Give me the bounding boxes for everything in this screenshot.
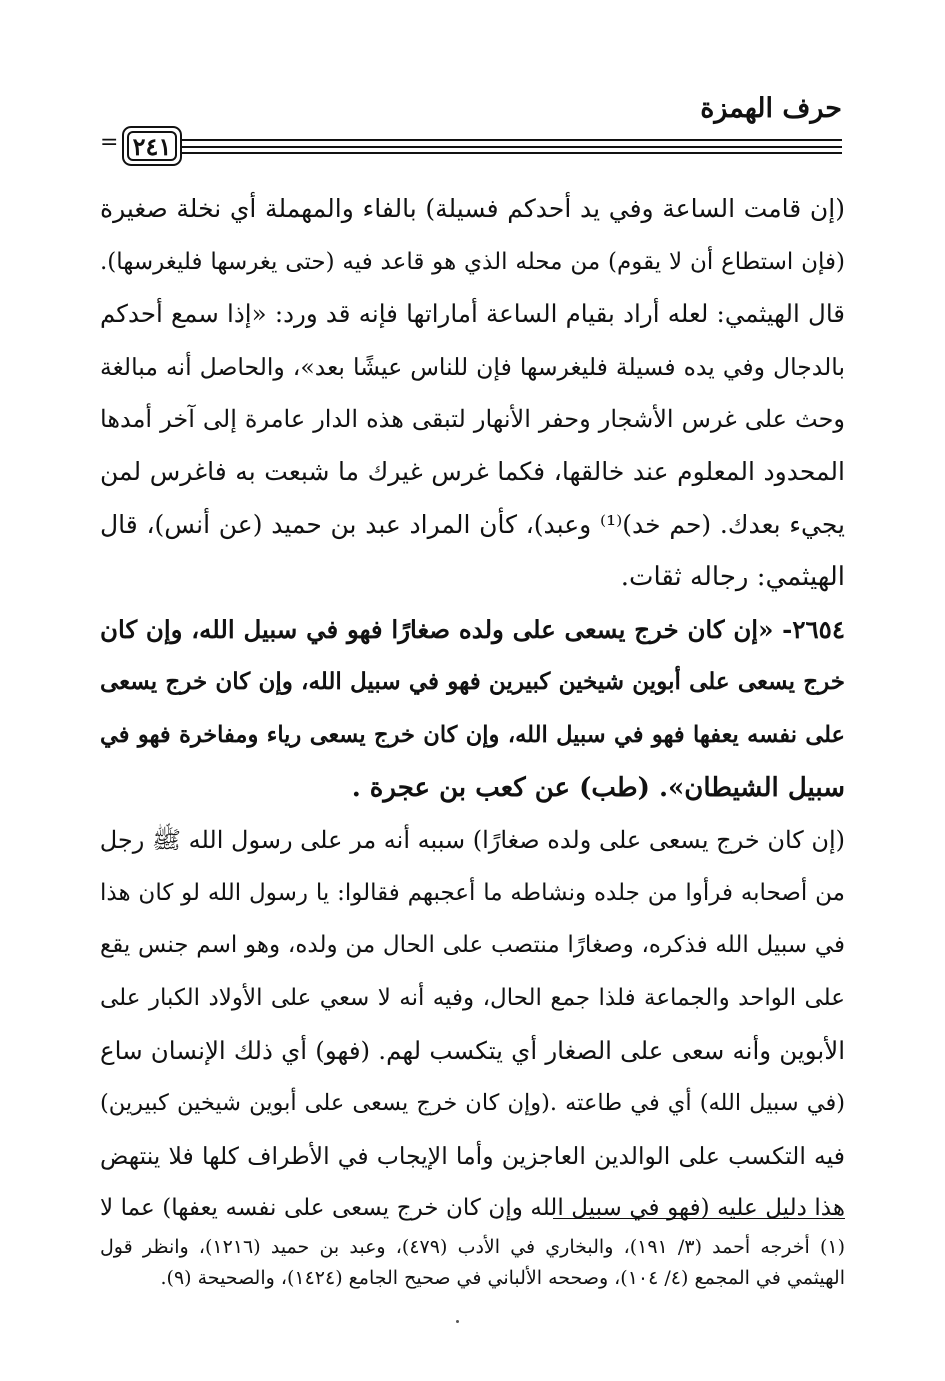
page-number-frame	[122, 126, 182, 166]
text-line: في سبيل الله فذكره، وصغارًا منتصب على الحال من ولده، وهو اسم جنس يقع	[100, 932, 845, 959]
hadith-line: على نفسه يعفها فهو في سبيل الله، وإن كان خرج يسعى رياء ومفاخرة فهو في	[100, 721, 845, 748]
text-line: هذا دليل عليه (فهو في سبيل الله وإن كان خرج يسعى على نفسه يعفها) عما لا	[100, 1195, 845, 1222]
footnotes	[100, 1232, 845, 1294]
text-line: قال الهيثمي: لعله أراد بقيام الساعة أماراتها فإنه قد ورد: «إذا سمع أحدكم	[100, 299, 845, 329]
hadith-line: ٢٦٥٤- «إن كان خرج يسعى على ولده صغارًا فهو في سبيل الله، وإن كان	[100, 614, 845, 644]
main-text	[100, 183, 845, 1235]
text-line: يجيء بعدك. (حم خد)⁽¹⁾ وعبد)، كأن المراد عبد بن حميد (عن أنس)، قال	[100, 509, 845, 539]
text-line: فيه التكسب على الوالدين العاجزين وأما الإيجاب في الأطراف كلها فلا ينتهض	[100, 1141, 845, 1170]
text-line: (فإن استطاع أن لا يقوم) من محله الذي هو قاعد فيه (حتى يغرسها فليغرسها).	[100, 248, 845, 275]
page-number: ٢٤١	[132, 132, 172, 161]
hadith-line: سبيل الشيطان». (طب) عن كعب بن عجرة .	[351, 772, 845, 803]
text-line: وحث على غرس الأشجار وحفر الأنهار لتبقى هذه الدار عامرة إلى آخر أمدها	[100, 405, 845, 434]
header-rule	[180, 139, 842, 141]
text-line: على الواحد والجماعة فلذا جمع الحال، وفيه أنه لا سعي على الأولاد الكبار على	[100, 984, 845, 1011]
footnote-separator	[553, 1218, 845, 1219]
header-rule	[180, 152, 842, 154]
text-line: (في سبيل الله) أي في طاعته .(وإن كان خرج يسعى على أبوين شيخين كبيرين)	[100, 1090, 845, 1117]
print-speck	[456, 1320, 459, 1323]
text-line: الأبوين وأنه سعى على الصغار أي يتكسب لهم. (فهو) أي ذلك الإنسان ساع	[100, 1035, 845, 1065]
text-line: من أصحابه فرأوا من جلده ونشاطه ما أعجبهم فقالوا: يا رسول الله لو كان هذا	[100, 879, 845, 906]
header-rule	[180, 146, 842, 148]
footnote-line: (١) أخرجه أحمد (٣/ ١٩١)، والبخاري في الأدب (٤٧٩)، وعبد بن حميد (١٢١٦)، وانظر قول	[100, 1236, 845, 1258]
text-line: المحدود المعلوم عند خالقها، فكما غرس غيرك ما شبعت به فاغرس لمن	[100, 456, 845, 486]
footnote-line: الهيثمي في المجمع (٤/ ١٠٤)، وصححه الألباني في صحيح الجامع (١٤٢٤)، والصحيحة (٩).	[160, 1267, 845, 1289]
text-line: (إن كان خرج يسعى على ولده صغارًا) سببه أنه مر على رسول الله ﷺ رجل	[100, 826, 845, 855]
text-line: (إن قامت الساعة وفي يد أحدكم فسيلة) بالفاء والمهملة أي نخلة صغيرة	[100, 194, 845, 223]
hadith-line: خرج يسعى على أبوين شيخين كبيرين فهو في سبيل الله، وإن كان خرج يسعى	[100, 668, 845, 696]
text-line: بالدجال وفي يده فسيلة فليغرسها فإن للناس عيشًا بعد»، والحاصل أنه مبالغة	[100, 352, 845, 381]
text-line: الهيثمي: رجاله ثقات.	[620, 562, 845, 593]
running-head: حرف الهمزة	[700, 93, 842, 124]
header-left-mark: =	[100, 130, 119, 155]
